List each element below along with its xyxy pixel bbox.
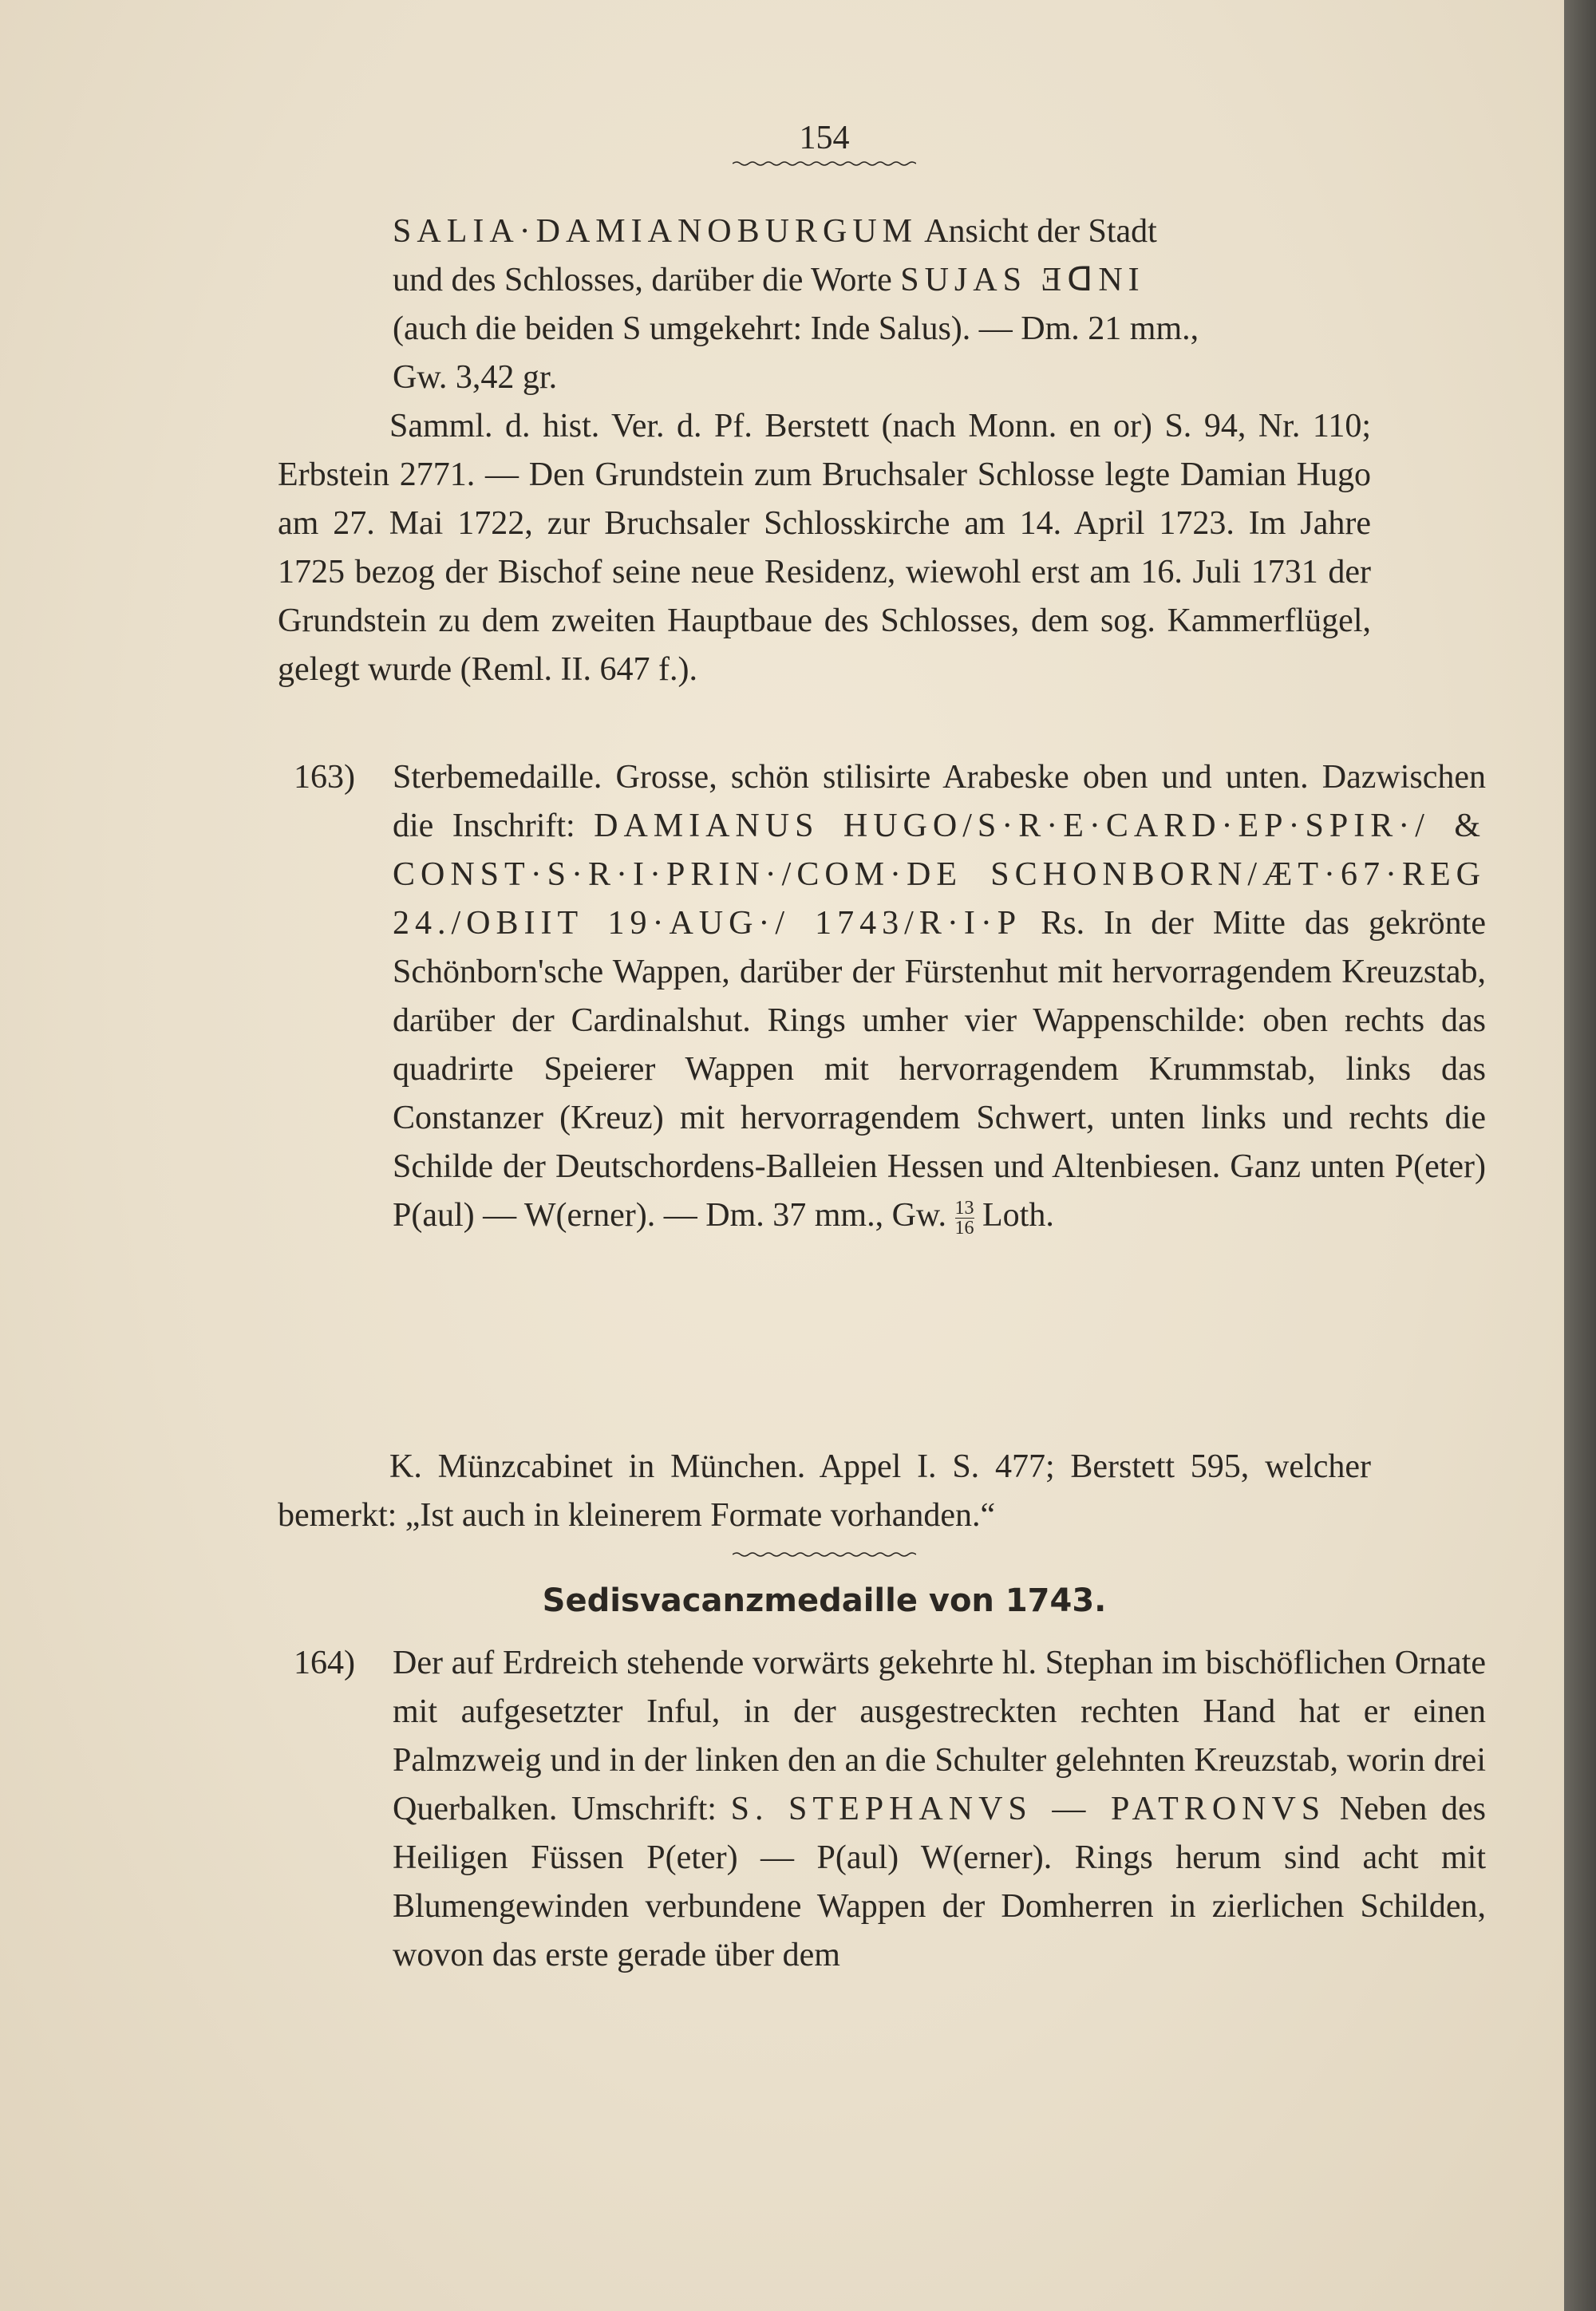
page-number: 154 <box>799 120 850 156</box>
entry-number-164: 164) <box>294 1645 355 1681</box>
wavy-rule-middle <box>733 1551 916 1558</box>
section-heading: Sedisvacanzmedaille von 1743. <box>542 1582 1107 1619</box>
legend-inscription: SALIA·DAMIANOBURGUM <box>393 213 918 250</box>
reversed-inscription: SUJAS ƎᗡNI <box>900 262 1145 298</box>
umschrift-inscription: S. STEPHANVS — PATRONVS <box>730 1791 1326 1827</box>
entry-163: 163) Sterbemedaille. Grosse, schön stilisirte Arabeske oben und unten. Dazwischen die Inschrift: DAMIANUS HUGO/S·R·E·CARD·EP·SPIR·/ & CONST·S·R·I·PRIN·/COM·DE SCHONBORN/ÆT·67·REG 24./OBIIT 19·AUG·/ 1743/R·I·P Rs. In der Mitte das gekrönte Schönborn'sche Wappen, darüber der Fürstenhut mit hervorragendem Kreuzstab, darüber der Cardinalshut. Rings umher vier Wappenschilde: oben rechts das quadrirte Speierer Wappen mit hervorragendem Krummstab, links das Constanzer (Kreuz) mit hervorragendem Schwert, unten links und rechts die Schilde der Deutschordens-Balleien Hessen und Altenbiesen. Ganz unten P(eter) P(aul) — W(erner). — Dm. 37 mm., Gw. $\frac{13}{16}$ Loth. <box>278 753 1486 1240</box>
entry-162-line-4: Gw. 3,42 gr. <box>393 359 558 396</box>
entry-162-line-1: SALIA·DAMIANOBURGUM Ansicht der Stadt <box>393 213 1157 250</box>
commentary-162: Samml. d. hist. Ver. d. Pf. Berstett (nach Monn. en or) S. 94, Nr. 110; Erbstein 2771. — Den Grundstein zum Bruchsaler Schlosse legte Damian Hugo am 27. Mai 1722, zur Bruchsaler Schlosskirche am 14. April 1723. Im Jahre 1725 bezog der Bischof seine neue Residenz, wiewohl erst am 16. Juli 1731 der Grundstein zu dem zweiten Hauptbaue des Schlosses, dem sog. Kammerflügel, gelegt wurde (Reml. II. 647 f.). <box>278 408 1371 688</box>
medal-inscription: DAMIANUS HUGO/S·R·E·CARD·EP·SPIR·/ & CONST·S·R·I·PRIN·/COM·DE SCHONBORN/ÆT·67·REG 24./OBIIT 19·AUG·/ 1743/R·I·P <box>393 808 1486 942</box>
wavy-rule-top <box>733 160 916 168</box>
commentary-163: K. Münzcabinet in München. Appel I. S. 477; Berstett 595, welcher bemerkt: „Ist auch in kleinerem Formate vorhanden.“ <box>278 1448 1371 1534</box>
entry-162 <box>278 207 1486 402</box>
entry-162-line-2: und des Schlosses, darüber die Worte SUJAS ƎᗡNI <box>393 262 1145 298</box>
entry-162-line-3: (auch die beiden S umgekehrt: Inde Salus). — Dm. 21 mm., <box>393 310 1199 347</box>
fraction: $\frac{13}{16}$ <box>954 1197 974 1238</box>
entry-164: 164) Der auf Erdreich stehende vorwärts gekehrte hl. Stephan im bischöflichen Ornate mit aufgesetzter Inful, in der ausgestreckten rechten Hand hat er einen Palmzweig und in der linken den an die Schulter gelehnten Kreuzstab, worin drei Querbalken. Umschrift: S. STEPHANVS — PATRONVS Neben des Heiligen Füssen P(eter) — P(aul) W(erner). Rings herum sind acht mit Blumengewinden verbundene Wappen der Domherren in zierlichen Schilden, wovon das erste gerade über dem <box>278 1639 1486 1980</box>
entry-number-163: 163) <box>294 759 355 796</box>
book-binding-edge <box>1564 0 1596 2311</box>
